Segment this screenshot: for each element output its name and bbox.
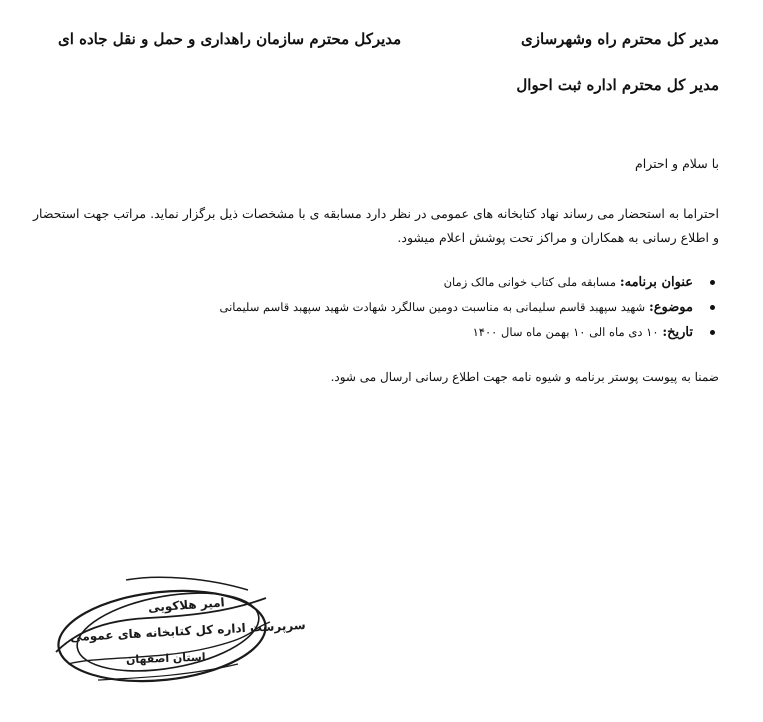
details-list <box>33 270 719 345</box>
detail-label: عنوان برنامه: <box>619 275 693 290</box>
bullet-icon <box>710 280 715 285</box>
signer-region: استان اصفهان <box>125 650 206 667</box>
detail-label: تاریخ: <box>662 325 693 340</box>
signer-title: سرپرست اداره کل کتابخانه های عمومی <box>69 617 306 645</box>
detail-item-date <box>33 320 693 345</box>
signer-name: امیر هلاکویی <box>147 595 226 615</box>
bullet-icon <box>710 305 715 310</box>
recipient-road-transport: مدیرکل محترم سازمان راهداری و حمل و نقل جاده ای <box>58 30 402 48</box>
recipient-civil-registry: مدیر کل محترم اداره ثبت احوال <box>516 76 719 94</box>
detail-value: ۱۰ دی ماه الی ۱۰ بهمن ماه سال ۱۴۰۰ <box>472 325 659 339</box>
greeting: با سلام و احترام <box>635 156 719 171</box>
detail-value: مسابقه ملی کتاب خوانی مالک زمان <box>443 275 616 289</box>
attachment-note: ضمنا به پیوست پوستر برنامه و شیوه نامه جهت اطلاع رسانی ارسال می شود. <box>330 370 719 384</box>
detail-item-program-title <box>33 270 693 295</box>
detail-item-subject <box>33 295 693 320</box>
body-paragraph: احتراما به استحضار می رساند نهاد کتابخانه های عمومی در نظر دارد مسابقه ی با مشخصات ذیل برگزار نماید. مراتب جهت استحضار و اطلاع رسانی به همکاران و مراکز تحت پوشش اعلام میشود. <box>33 206 719 245</box>
bullet-icon <box>710 330 715 335</box>
detail-label: موضوع: <box>649 300 693 315</box>
recipient-road-urban: مدیر کل محترم راه وشهرسازی <box>521 30 719 48</box>
signature-block <box>38 560 306 698</box>
detail-value: شهید سپهبد قاسم سلیمانی به مناسبت دومین سالگرد شهادت شهید سپهبد قاسم سلیمانی <box>219 300 646 314</box>
